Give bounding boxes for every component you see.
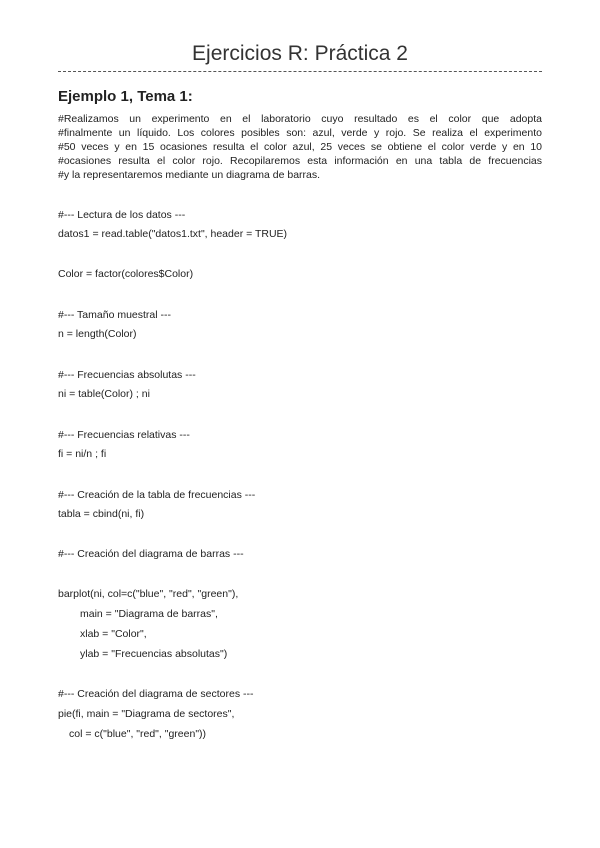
code-comment-sectores: #--- Creación del diagrama de sectores --- [58, 688, 254, 700]
code-line-barplot: barplot(ni, col=c("blue", "red", "green"), [58, 588, 239, 600]
code-line-length: n = length(Color) [58, 328, 137, 340]
intro-paragraph [58, 112, 542, 182]
page-title: Ejercicios R: Práctica 2 [192, 42, 408, 65]
code-line-table: ni = table(Color) ; ni [58, 388, 150, 400]
code-comment-tabla: #--- Creación de la tabla de frecuencias --- [58, 489, 256, 501]
example-heading: Ejemplo 1, Tema 1: [58, 88, 193, 105]
code-line-barplot-xlab: xlab = "Color", [80, 628, 147, 640]
code-line-read-table: datos1 = read.table("datos1.txt", header = TRUE) [58, 228, 288, 240]
intro-line: #y la representaremos mediante un diagrama de barras. [58, 169, 321, 181]
title-divider [58, 71, 542, 72]
code-line-barplot-main: main = "Diagrama de barras", [80, 608, 218, 620]
code-line-barplot-ylab: ylab = "Frecuencias absolutas") [80, 648, 228, 660]
code-line-cbind: tabla = cbind(ni, fi) [58, 508, 145, 520]
code-line-pie: pie(fi, main = "Diagrama de sectores", [58, 708, 235, 720]
code-line-factor: Color = factor(colores$Color) [58, 268, 194, 280]
code-line-fi: fi = ni/n ; fi [58, 448, 107, 460]
intro-line: #Realizamos un experimento en el laboratorio cuyo resultado es el color que adopta [58, 113, 542, 125]
code-line-pie-col: col = c("blue", "red", "green")) [69, 728, 207, 740]
code-comment-barras: #--- Creación del diagrama de barras --- [58, 548, 244, 560]
intro-line: #finalmente un líquido. Los colores posibles son: azul, verde y rojo. Se realiza el experimento [58, 127, 542, 139]
code-comment-frec-rel: #--- Frecuencias relativas --- [58, 429, 190, 441]
code-comment-lectura: #--- Lectura de los datos --- [58, 209, 186, 221]
intro-line: #50 veces y en 15 ocasiones resulta el color azul, 25 veces se obtiene el color verde y en 10 [58, 141, 542, 153]
code-comment-tamano: #--- Tamaño muestral --- [58, 309, 171, 321]
intro-line: #ocasiones resulta el color rojo. Recopilaremos esta información en una tabla de frecuencias [58, 155, 542, 167]
code-comment-frec-abs: #--- Frecuencias absolutas --- [58, 369, 196, 381]
